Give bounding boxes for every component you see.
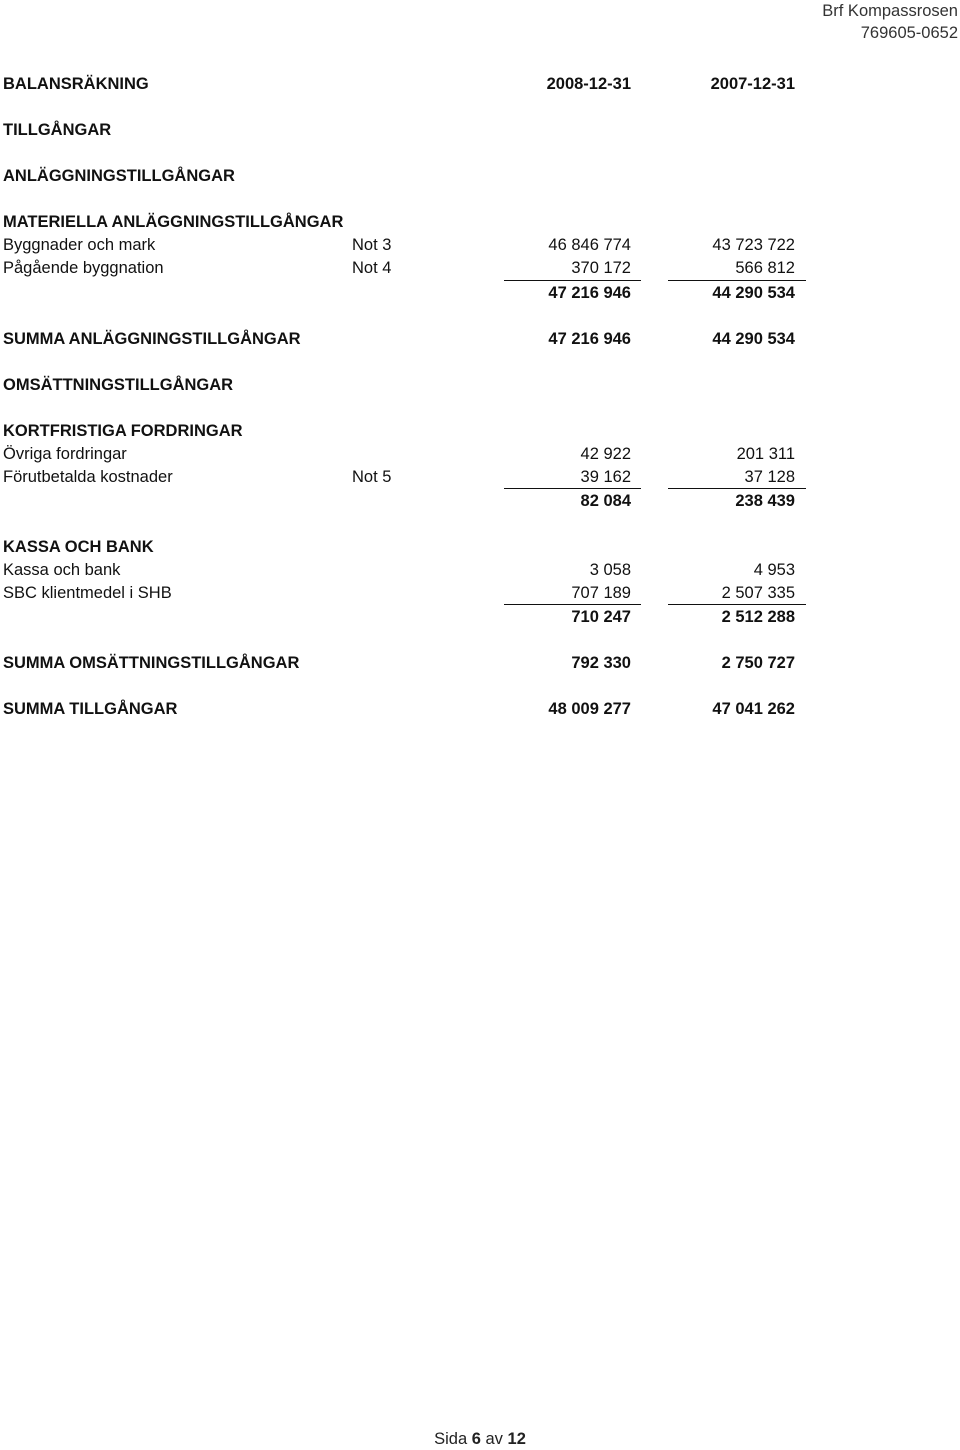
value-2008: 48 009 277 — [548, 700, 631, 718]
section-heading-short-term-receivables: KORTFRISTIGA FORDRINGAR — [3, 422, 243, 440]
sum-current-assets-row — [0, 652, 960, 674]
subtotal-rule — [504, 280, 641, 281]
value-2008: 42 922 — [580, 445, 631, 463]
page-footer — [0, 1428, 960, 1450]
subtotal-2008: 82 084 — [580, 492, 631, 510]
section-heading-cash: KASSA OCH BANK — [3, 538, 154, 556]
sum-fixed-assets-row — [0, 328, 960, 350]
table-row — [0, 234, 960, 256]
section-heading-fixed-assets: ANLÄGGNINGSTILLGÅNGAR — [3, 167, 235, 185]
page-header — [822, 0, 958, 44]
page-label: Sida — [434, 1430, 468, 1448]
value-2007: 4 953 — [753, 561, 795, 579]
subtotal-row — [0, 282, 960, 304]
value-2008: 792 330 — [571, 654, 631, 672]
section-heading-assets: TILLGÅNGAR — [3, 121, 112, 139]
value-2008: 39 162 — [580, 468, 631, 486]
subtotal-row — [0, 490, 960, 512]
value-2007: 2 507 335 — [721, 584, 795, 602]
row-label: SBC klientmedel i SHB — [3, 584, 172, 602]
value-2007: 2 750 727 — [721, 654, 795, 672]
organization-number: 769605-0652 — [860, 24, 958, 42]
note-reference: Not 4 — [352, 259, 392, 277]
balance-sheet-title-row — [0, 73, 960, 95]
row-label: Pågående byggnation — [3, 259, 164, 277]
value-2008: 47 216 946 — [548, 330, 631, 348]
note-reference: Not 3 — [352, 236, 392, 254]
table-row — [0, 582, 960, 604]
section-heading-tangible-assets: MATERIELLA ANLÄGGNINGSTILLGÅNGAR — [3, 213, 344, 231]
subtotal-rule — [668, 280, 806, 281]
table-row — [0, 443, 960, 465]
value-2007: 43 723 722 — [712, 236, 795, 254]
value-2007: 47 041 262 — [712, 700, 795, 718]
row-label: SUMMA OMSÄTTNINGSTILLGÅNGAR — [3, 654, 300, 672]
subtotal-2008: 710 247 — [571, 608, 631, 626]
value-2008: 3 058 — [589, 561, 631, 579]
organization-name: Brf Kompassrosen — [822, 2, 958, 20]
subtotal-2008: 47 216 946 — [548, 284, 631, 302]
page-total: 12 — [507, 1430, 526, 1448]
section-heading-current-assets: OMSÄTTNINGSTILLGÅNGAR — [3, 376, 234, 394]
column-header-2007: 2007-12-31 — [710, 75, 795, 93]
value-2007: 37 128 — [744, 468, 795, 486]
row-label: SUMMA TILLGÅNGAR — [3, 700, 178, 718]
sum-assets-row — [0, 698, 960, 720]
document-title: BALANSRÄKNING — [3, 75, 149, 93]
subtotal-2007: 44 290 534 — [712, 284, 795, 302]
subtotal-rule — [668, 604, 806, 605]
row-label: Övriga fordringar — [3, 445, 127, 463]
row-label: Förutbetalda kostnader — [3, 468, 173, 486]
table-row — [0, 466, 960, 488]
value-2007: 44 290 534 — [712, 330, 795, 348]
value-2008: 707 189 — [571, 584, 631, 602]
note-reference: Not 5 — [352, 468, 392, 486]
page-number: 6 — [471, 1430, 481, 1448]
subtotal-rule — [668, 488, 806, 489]
row-label: Byggnader och mark — [3, 236, 156, 254]
value-2007: 201 311 — [736, 445, 795, 463]
subtotal-rule — [504, 604, 641, 605]
subtotal-rule — [504, 488, 641, 489]
page-of-label: av — [485, 1430, 503, 1448]
row-label: SUMMA ANLÄGGNINGSTILLGÅNGAR — [3, 330, 301, 348]
subtotal-row — [0, 606, 960, 628]
row-label: Kassa och bank — [3, 561, 121, 579]
subtotal-2007: 2 512 288 — [721, 608, 795, 626]
table-row — [0, 559, 960, 581]
column-header-2008: 2008-12-31 — [546, 75, 631, 93]
value-2008: 46 846 774 — [548, 236, 631, 254]
value-2007: 566 812 — [735, 259, 795, 277]
value-2008: 370 172 — [571, 259, 631, 277]
subtotal-2007: 238 439 — [735, 492, 795, 510]
table-row — [0, 257, 960, 279]
